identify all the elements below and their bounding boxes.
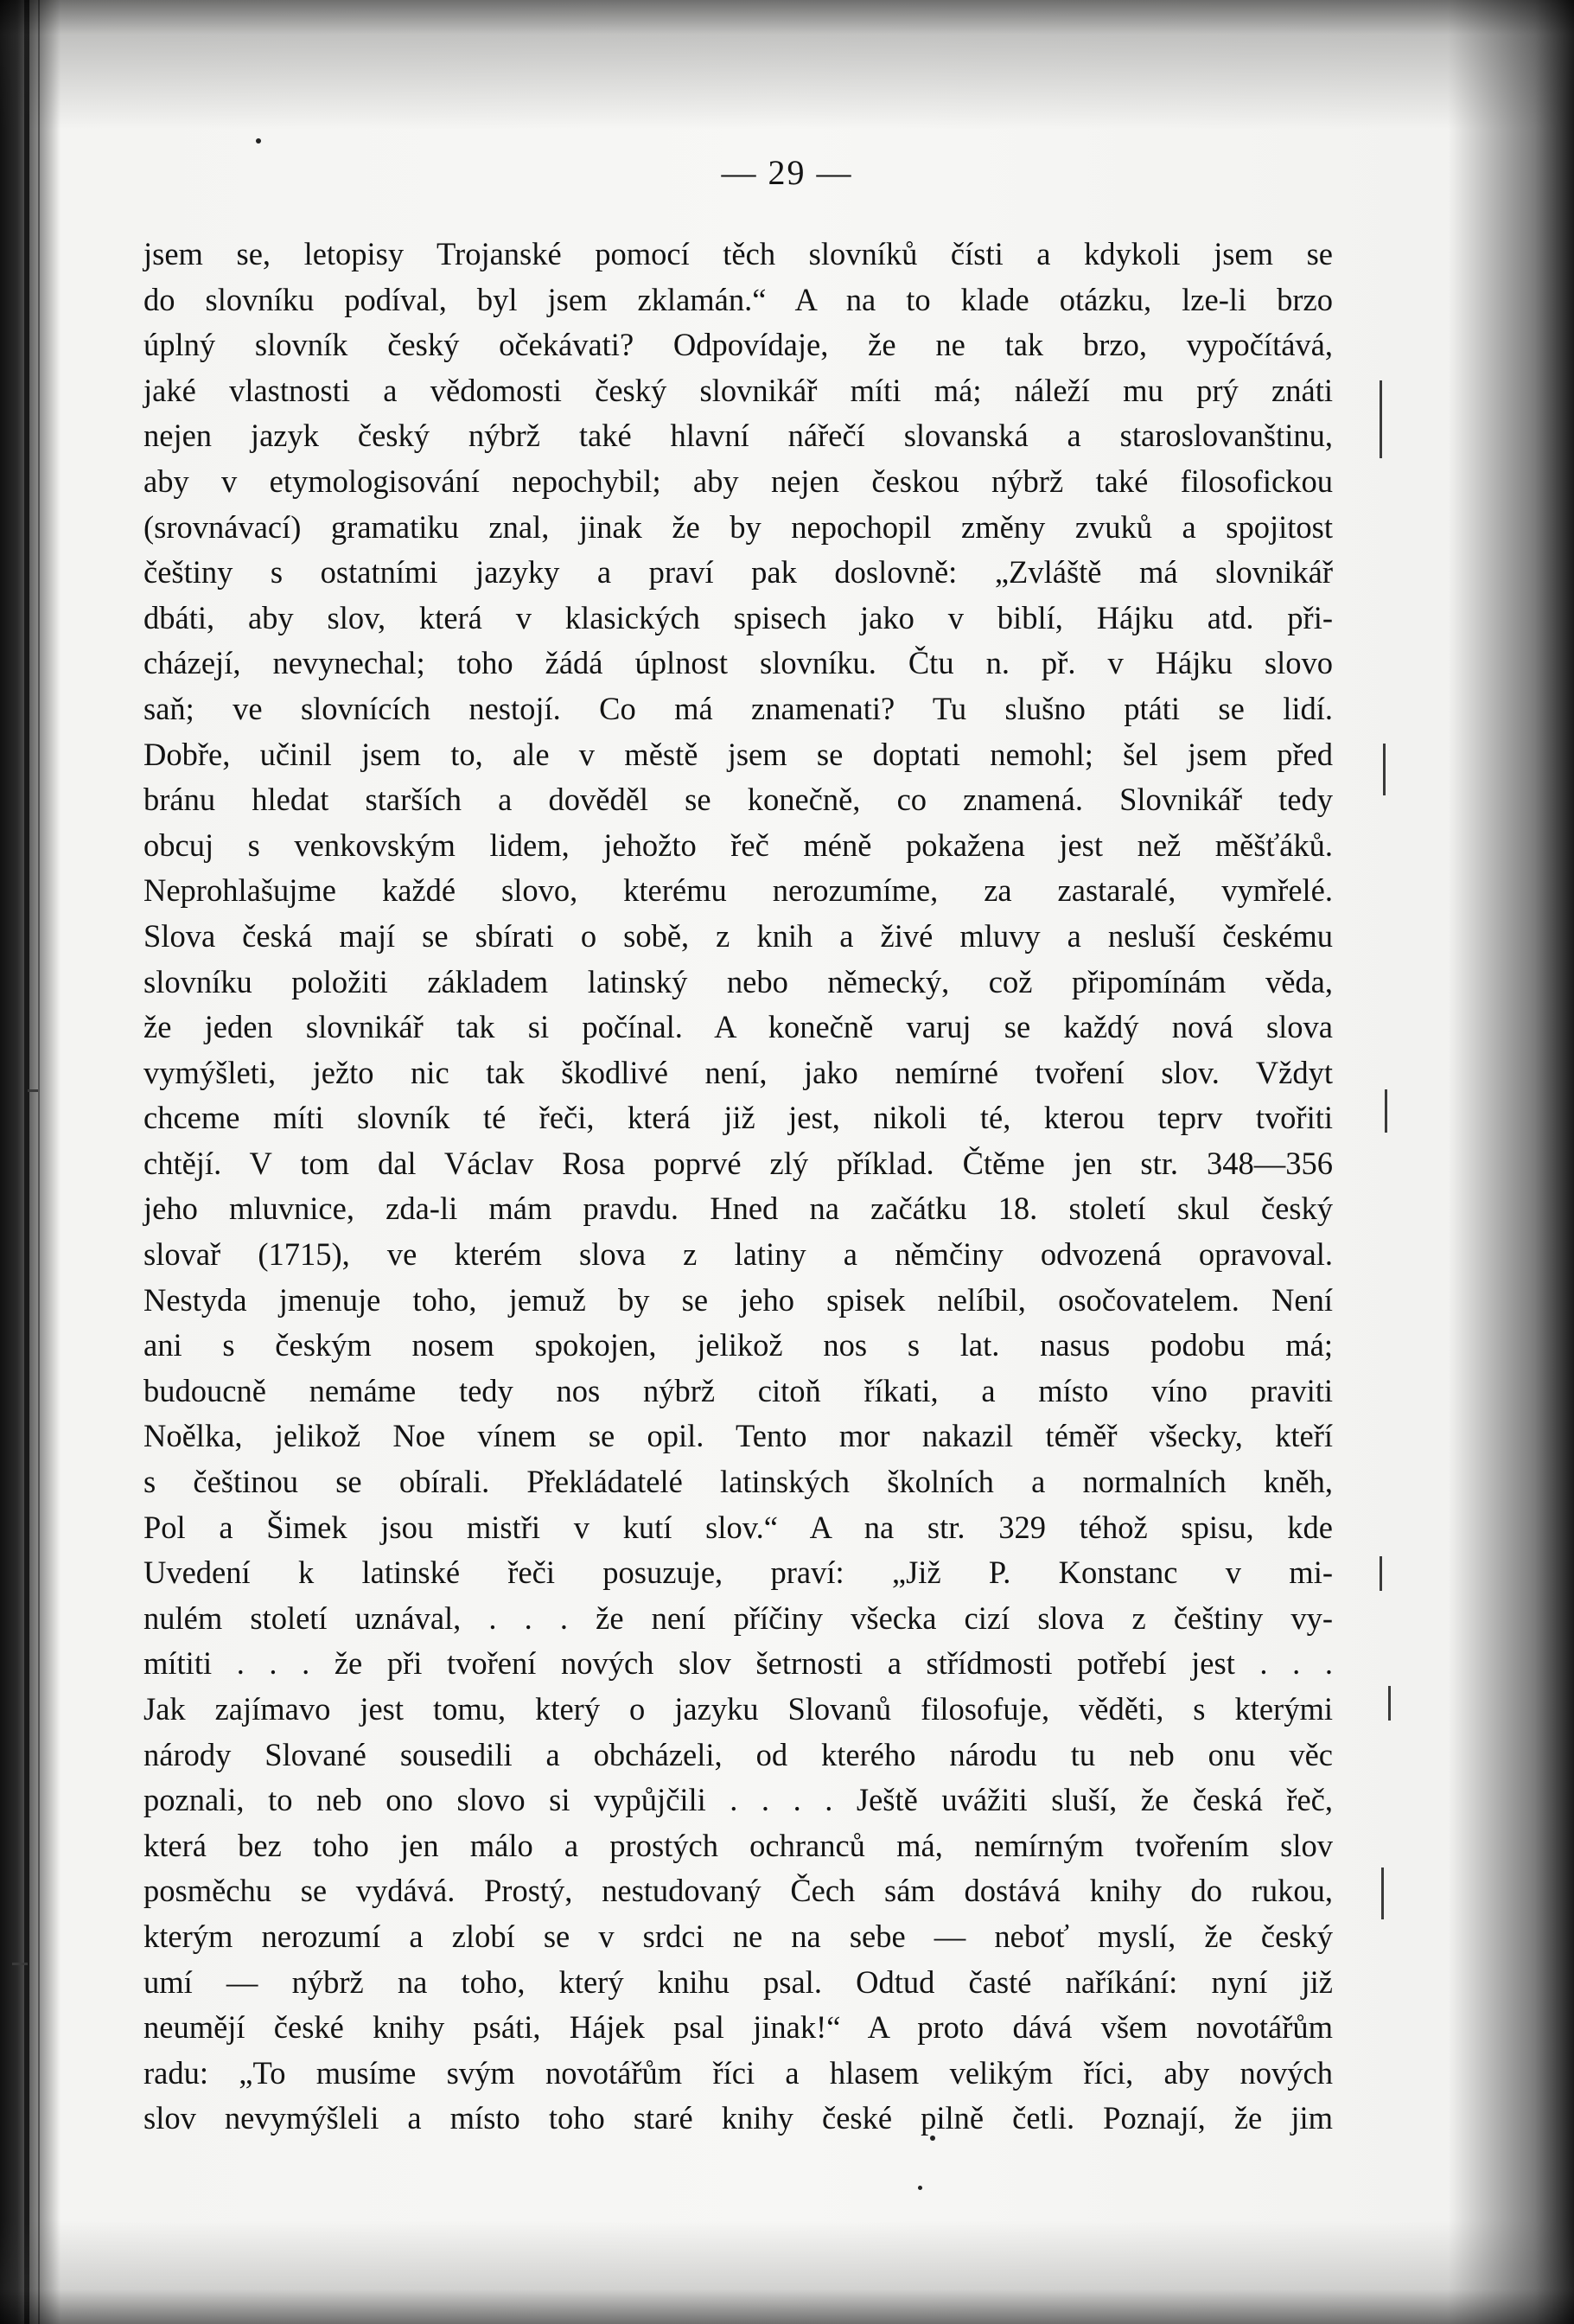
text-line: budoucně nemáme tedy nos nýbrž citoň říkati, a místo víno praviti [143,1372,1333,1408]
text-line: posměchu se vydává. Prostý, nestudovaný Čech sám dostává knihy do rukou, [143,1873,1333,1909]
text-line: slovníku položiti základem latinský nebo německý, což připomínám věda, [143,963,1333,999]
text-line: ani s českým nosem spokojen, jelikož nos s lat. nasus podobu má; [143,1327,1333,1363]
margin-mark [1385,1089,1387,1133]
text-line: radu: „To musíme svým novotářům říci a hlasem velikým říci, aby nových [143,2054,1333,2091]
text-line: slov nevymýšleli a místo toho staré knihy české pilně četli. Poznají, že jim [143,2100,1333,2136]
text-line: která bez toho jen málo a prostých ochranců má, nemírným tvořením slov [143,1827,1333,1863]
text-line: jsem se, letopisy Trojanské pomocí těch slovníků čísti a kdykoli jsem se [143,236,1333,271]
text-line: do slovníku podíval, byl jsem zklamán.“ A na to klade otázku, lze-li brzo [143,281,1333,317]
text-line: chceme míti slovník té řeči, která již jest, nikoli té, kterou teprv tvořiti [143,1100,1333,1136]
text-line: Dobře, učinil jsem to, ale v městě jsem se doptati nemohl; šel jsem před [143,736,1333,772]
text-line: národy Slované sousedili a obcházeli, od kterého národu tu neb onu věc [143,1736,1333,1772]
text-line: (srovnávací) gramatiku znal, jinak že by nepochopil změny zvuků a spojitost [143,508,1333,545]
margin-mark [12,1963,28,1965]
text-line: Pol a Šimek jsou mistři v kutí slov.“ A na str. 329 téhož spisu, kde [143,1509,1333,1545]
text-line: Neprohlašujme každé slovo, kterému nerozumíme, za zastaralé, vymřelé. [143,872,1333,909]
text-line: úplný slovník český očekávati? Odpovídaje, že ne tak brzo, vypočítává, [143,327,1333,363]
dust-speck [918,2186,922,2190]
text-line: bránu hledat starších a dověděl se konečně, co znamená. Slovnikář tedy [143,782,1333,818]
text-line: jaké vlastnosti a vědomosti český slovnikář míti má; náleží mu prý znáti [143,372,1333,408]
margin-mark [28,1089,38,1092]
dust-speck [930,2136,935,2141]
scan-shadow-bottom [0,2220,1574,2324]
binding-edge [24,0,29,2324]
text-line: Noělka, jelikož Noe vínem se opil. Tento mor nakazil téměř všecky, kteří [143,1418,1333,1454]
text-line: saň; ve slovnících nestojí. Co má znamenati? Tu slušno ptáti se lidí. [143,690,1333,726]
binding-edge-line [38,0,40,2324]
text-line: poznali, to neb ono slovo si vypůjčili . . . . Ještě uvážiti sluší, že česká řeč, [143,1782,1333,1818]
text-line: kterým nerozumí a zlobí se v srdci ne na sebe — neboť myslí, že český [143,1918,1333,1954]
text-line: vymýšleti, ježto nic tak škodlivé není, jako nemírné tvoření slov. Vždyt [143,1054,1333,1090]
text-line: neumějí české knihy psáti, Hájek psal jinak!“ A proto dává všem novotářům [143,2009,1333,2046]
text-line: Nestyda jmenuje toho, jemuž by se jeho spisek nelíbil, osočovatelem. Není [143,1281,1333,1318]
text-line: chtějí. V tom dal Václav Rosa poprvé zlý příklad. Čtěme jen str. 348—356 [143,1145,1333,1181]
text-line: s češtinou se obírali. Překládatelé latinských školních a normalních kněh, [143,1464,1333,1500]
page-text [143,232,1333,2142]
margin-mark [1380,380,1382,458]
text-line: cházejí, nevynechal; toho žádá úplnost slovníku. Čtu n. př. v Hájku slovo [143,645,1333,681]
margin-mark [1388,1686,1391,1721]
text-line: Slova česká mají se sbírati o sobě, z knih a živé mluvy a nesluší českému [143,917,1333,954]
text-line: Uvedení k latinské řeči posuzuje, praví: „Již P. Konstanc v mi- [143,1555,1333,1591]
text-line: jeho mluvnice, zda-li mám pravdu. Hned na začátku 18. století skul český [143,1191,1333,1227]
text-line: mítiti . . . že při tvoření nových slov šetrnosti a střídmosti potřebí jest . . . [143,1645,1333,1682]
scan-shadow-top [0,0,1574,130]
text-line: Jak zajímavo jest tomu, který o jazyku Slovanů filosofuje, věděti, s kterými [143,1691,1333,1727]
text-line: dbáti, aby slov, která v klasických spisech jako v biblí, Hájku atd. při- [143,599,1333,635]
text-line: aby v etymologisování nepochybil; aby nejen českou nýbrž také filosofickou [143,463,1333,499]
margin-mark [1381,1868,1384,1919]
text-line: že jeden slovnikář tak si počínal. A konečně varuj se každý nová slova [143,1009,1333,1045]
margin-mark [1383,744,1386,795]
dust-speck [256,138,261,144]
text-line: umí — nýbrž na toho, který knihu psal. Odtud časté naříkání: nyní již [143,1963,1333,2000]
text-line: slovař (1715), ve kterém slova z latiny a němčiny odvozená opravoval. [143,1236,1333,1273]
page-number: — 29 — [721,153,853,192]
text-line: nejen jazyk český nýbrž také hlavní nářečí slovanská a staroslovanštinu, [143,418,1333,454]
margin-mark [1380,1556,1382,1591]
text-line: obcuj s venkovským lidem, jehožto řeč méně pokažena jest než měšťáků. [143,827,1333,863]
text-line: češtiny s ostatními jazyky a praví pak doslovně: „Zvláště má slovnikář [143,554,1333,591]
text-line: nulém století uznával, . . . že není příčiny všecka cizí slova z češtiny vy- [143,1599,1333,1636]
